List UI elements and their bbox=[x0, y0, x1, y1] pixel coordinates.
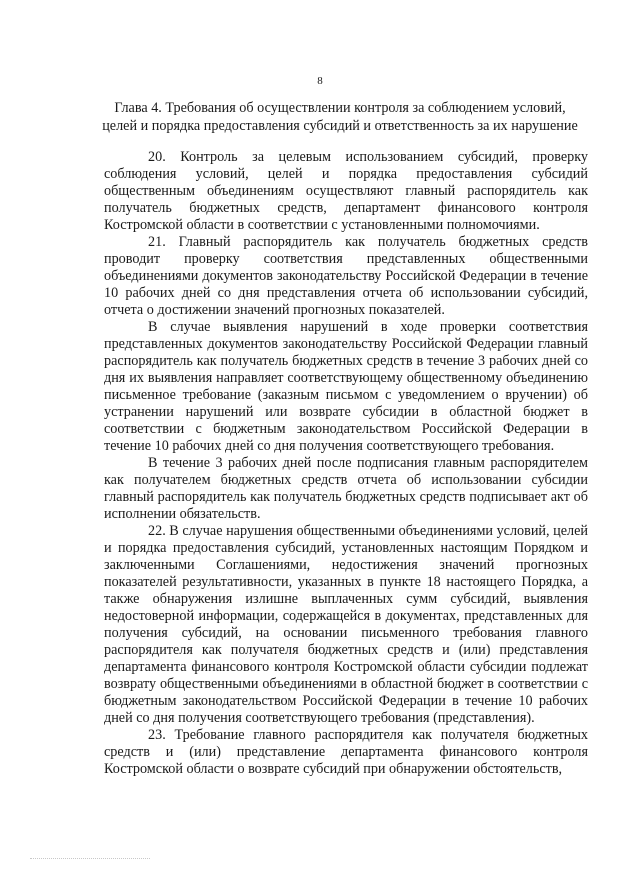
scan-artifact-line bbox=[30, 858, 150, 860]
page-number: 8 bbox=[317, 75, 323, 87]
paragraph-violations: В случае выявления нарушений в ходе проверки соответствия представленных документов законодательству Российской Федерации главный распорядитель как получатель бюджетных средств в течение 3 рабочих дней со дня их выявления направляет соответствующему общественному объединению письменное требование (заказным письмом с уведомлением о вручении) об устранении нарушений или возврате субсидии в областной бюджет в соответствии с бюджетным законодательством Российской Федерации в течение 10 рабочих дней со дня получения соответствующего требования. bbox=[104, 319, 588, 454]
paragraph-20: 20. Контроль за целевым использованием субсидий, проверку соблюдения условий, целей и порядка предоставления субсидий общественным объединениям осуществляют главный распорядитель как получатель бюджетных средств, департамент финансового контроля Костромской области в соответствии с установленными полномочиями. bbox=[104, 149, 588, 233]
paragraph-22: 22. В случае нарушения общественными объединениями условий, целей и порядка предоставления субсидий, установленных настоящим Порядком и заключенными Соглашениями, недостижения значений прогнозных показателей результативности, указанных в пункте 18 настоящего Порядка, а также обнаружения излишне выплаченных сумм субсидий, выявления недостоверной информации, содержащейся в документах, представленных для получения субсидий, на основании письменного требования главного распорядителя как получателя бюджетных средств и (или) представления департамента финансового контроля Костромской области субсидии подлежат возврату общественными объединениями в областной бюджет в соответствии с бюджетным законодательством Российской Федерации в течение 10 рабочих дней со дня получения соответствующего требования (представления). bbox=[104, 523, 588, 726]
paragraph-signing: В течение 3 рабочих дней после подписания главным распорядителем как получателем бюджетных средств отчета об использовании субсидии главный распорядитель как получатель бюджетных средств подписывает акт об исполнении обязательств. bbox=[104, 455, 588, 522]
paragraph-21: 21. Главный распорядитель как получатель бюджетных средств проводит проверку соответствия представленных общественными объединениями документов законодательству Российской Федерации в течение 10 рабочих дней со дня представления отчета об использовании субсидий, отчета о достижении значений прогнозных показателей. bbox=[104, 234, 588, 318]
chapter-title: Глава 4. Требования об осуществлении контроля за соблюдением условий, целей и порядка предоставления субсидий и ответственность за их нарушение bbox=[102, 100, 578, 134]
paragraph-23: 23. Требование главного распорядителя как получателя бюджетных средств и (или) представление департамента финансового контроля Костромской области о возврате субсидий при обнаружении обстоятельств, bbox=[104, 727, 588, 777]
document-body bbox=[104, 149, 588, 778]
